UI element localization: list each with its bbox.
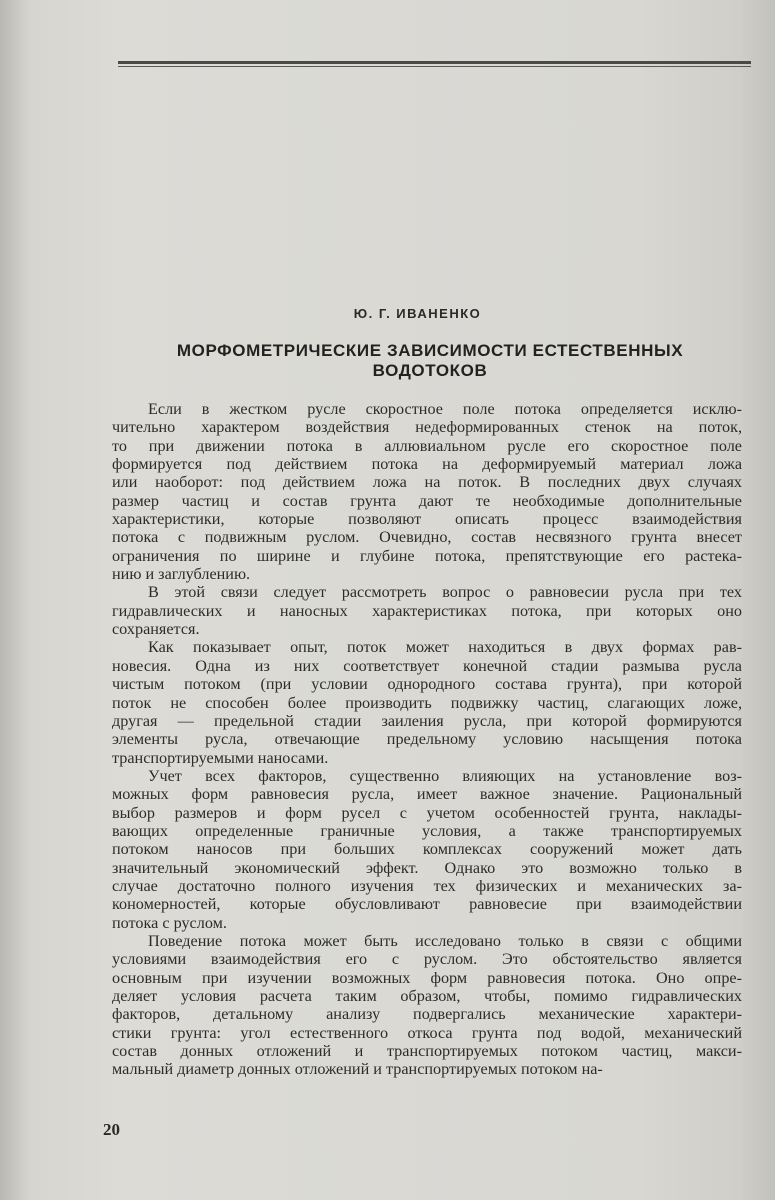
text-line: ограничения по ширине и глубине потока, препятствующие его растека- bbox=[112, 546, 742, 565]
text-line: гидравлических и наносных характеристиках потока, при которых оно bbox=[112, 601, 742, 620]
page-number: 20 bbox=[103, 1120, 120, 1139]
text-line: то при движении потока в аллювиальном русле его скоростное поле bbox=[112, 436, 742, 455]
text-line: нию и заглублению. bbox=[112, 565, 251, 584]
text-line: чительно характером воздействия недеформированных стенок на поток, bbox=[112, 418, 742, 437]
text-line: факторов, детальному анализу подвергались механические характери- bbox=[112, 1005, 742, 1024]
text-line: Как показывает опыт, поток может находиться в двух формах рав- bbox=[148, 638, 742, 657]
text-line: Поведение потока может быть исследовано только в связи с общими bbox=[148, 931, 742, 950]
text-line: Если в жестком русле скоростное поле потока определяется исклю- bbox=[148, 400, 742, 418]
paragraph bbox=[112, 932, 742, 1079]
author-name: Ю. Г. ИВАНЕНКО bbox=[353, 306, 482, 321]
text-line: Учет всех факторов, существенно влияющих на установление воз- bbox=[148, 766, 742, 785]
paragraph bbox=[112, 767, 742, 932]
article-body bbox=[112, 400, 742, 1079]
header-rule-thin bbox=[118, 66, 751, 67]
text-line: потока с руслом. bbox=[112, 913, 227, 932]
title-line: МОРФОМЕТРИЧЕСКИЕ ЗАВИСИМОСТИ ЕСТЕСТВЕННЫХ bbox=[176, 341, 684, 360]
text-line: чистым потоком (при условии однородного состава грунта), при которой bbox=[112, 675, 742, 694]
text-line: В этой связи следует рассмотреть вопрос о равновесии русла при тех bbox=[148, 583, 742, 602]
text-line: сохраняется. bbox=[112, 620, 200, 639]
header-rule bbox=[118, 61, 751, 64]
article-title bbox=[130, 341, 730, 381]
text-line: мальный диаметр донных отложений и транспортируемых потоком на- bbox=[112, 1060, 603, 1079]
text-line: стики грунта: угол естественного откоса грунта под водой, механический bbox=[112, 1023, 742, 1042]
text-line: новесия. Одна из них соответствует конечной стадии размыва русла bbox=[112, 656, 742, 675]
text-line: характеристики, которые позволяют описать процесс взаимодействия bbox=[112, 510, 742, 529]
text-line: деляет условия расчета таким образом, чтобы, помимо гидравлических bbox=[112, 987, 742, 1005]
text-line: состав донных отложений и транспортируемых потоком частиц, макси- bbox=[112, 1042, 742, 1061]
text-line: поток не способен более производить подвижку частиц, слагающих ложе, bbox=[112, 693, 742, 712]
text-line: основным при изучении возможных форм равновесия потока. Оно опре- bbox=[112, 968, 742, 987]
text-line: другая — предельной стадии заиления русла, при которой формируются bbox=[112, 711, 742, 730]
text-line: условиями взаимодействия его с руслом. Это обстоятельство является bbox=[112, 950, 742, 969]
text-line: элементы русла, отвечающие предельному условию насыщения потока bbox=[112, 730, 742, 749]
paragraph bbox=[112, 583, 742, 638]
text-line: потока с подвижным руслом. Очевидно, состав несвязного грунта внесет bbox=[112, 528, 742, 547]
text-line: формируется под действием потока на деформируемый материал ложа bbox=[112, 455, 742, 474]
text-line: потоком наносов при больших комплексах сооружений может дать bbox=[112, 840, 742, 859]
text-line: значительный экономический эффект. Однако это возможно только в bbox=[112, 858, 742, 877]
text-line: размер частиц и состав грунта дают те необходимые дополнительные bbox=[112, 491, 742, 510]
paragraph bbox=[112, 400, 742, 583]
text-line: вающих определенные граничные условия, а также транспортируемых bbox=[112, 821, 742, 840]
text-line: кономерностей, которые обусловливают равновесие при взаимодействии bbox=[112, 895, 742, 914]
paragraph bbox=[112, 638, 742, 766]
text-line: случае достаточно полного изучения тех физических и механических за- bbox=[112, 876, 742, 895]
text-line: транспортируемыми наносами. bbox=[112, 748, 329, 767]
title-line: ВОДОТОКОВ bbox=[372, 361, 488, 380]
text-line: выбор размеров и форм русел с учетом особенностей грунта, наклады- bbox=[112, 803, 742, 822]
text-line: можных форм равновесия русла, имеет важное значение. Рациональный bbox=[112, 785, 742, 804]
text-line: или наоборот: под действием ложа на поток. В последних двух случаях bbox=[112, 473, 742, 492]
